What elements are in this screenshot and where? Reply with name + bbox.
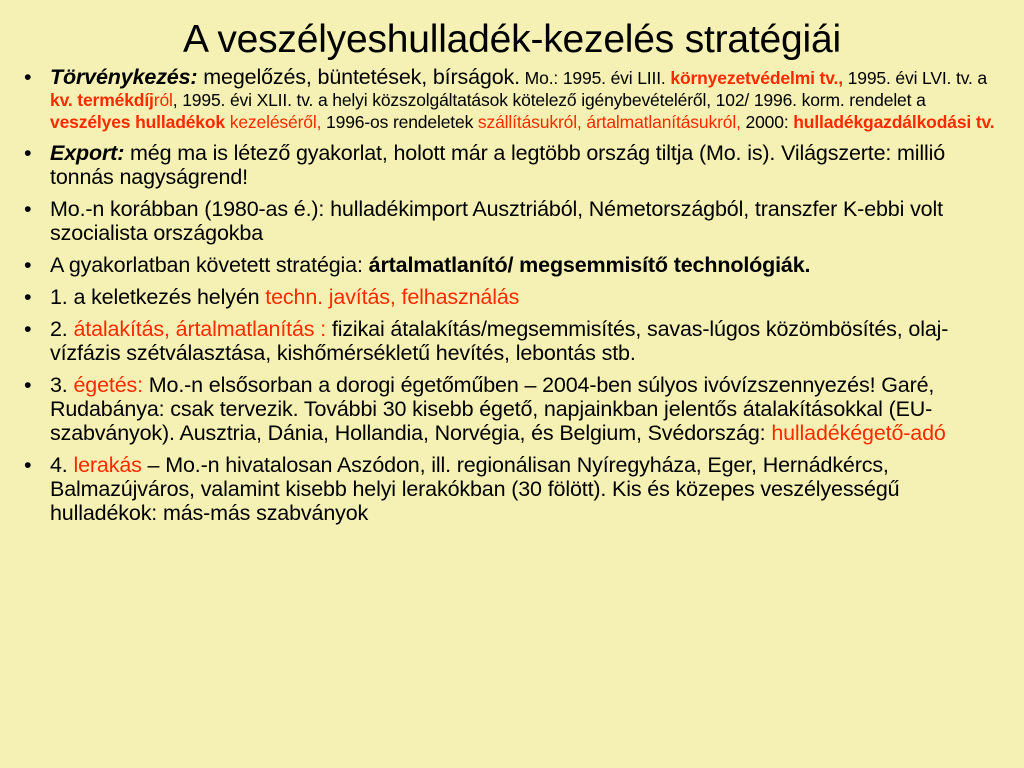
bullet-icon: • xyxy=(24,141,32,165)
bullet-icon: • xyxy=(24,197,32,221)
bullet-text: Mo.-n korábban (1980-as é.): hulladékimport Ausztriából, Németországból, transzfer K-ebbi volt szocialista országokba xyxy=(50,197,943,245)
bullet-text: fizikai átalakítás/megsemmisítés, savas-lúgos közömbösítés, olaj-vízfázis szétválasztása, kishőmérsékletű hevítés, lebontás stb. xyxy=(50,317,949,365)
bullet-text: 3. xyxy=(50,373,74,397)
highlight-text: lerakás xyxy=(73,453,142,477)
bullet-text: 4. xyxy=(50,453,74,477)
bullet-icon: • xyxy=(24,317,32,341)
bullet-export xyxy=(0,141,1006,189)
bullet-icon: • xyxy=(24,285,32,309)
bold-text: ártalmatlanító/ megsemmisítő technológiák. xyxy=(368,253,811,277)
bullet-icon: • xyxy=(24,253,32,277)
highlight-text: környezetvédelmi tv., xyxy=(670,68,843,88)
bullet-import xyxy=(0,197,1006,245)
bullet-icon: • xyxy=(24,453,32,477)
slide-title: A veszélyeshulladék-kezelés stratégiái xyxy=(183,18,841,61)
highlight-text: hulladékgazdálkodási tv. xyxy=(793,112,995,132)
highlight-text: ról xyxy=(153,90,173,110)
bullet-legislation xyxy=(0,66,1006,133)
bullet-icon: • xyxy=(24,373,32,397)
highlight-text: kv. termékdíj xyxy=(50,90,154,110)
bullet-step-4 xyxy=(0,453,1006,525)
highlight-text: kezeléséről, xyxy=(225,112,322,132)
bullet-lead: Törvénykezés: xyxy=(50,65,198,89)
highlight-text: techn. javítás, felhasználás xyxy=(265,285,520,309)
bullet-text: , 1995. évi XLII. tv. a helyi közszolgáltatások kötelező igénybevételéről, 102/ 1996. korm. rendelet a xyxy=(172,90,926,110)
highlight-text: veszélyes hulladékok xyxy=(50,112,226,132)
highlight-text: égetés: xyxy=(73,373,143,397)
bullet-lead: Export: xyxy=(50,141,125,165)
bullet-text: még ma is létező gyakorlat, holott már a legtöbb ország tiltja (Mo. is). Világszerte: millió tonnás nagyságrend! xyxy=(50,141,946,189)
bullet-step-2 xyxy=(0,317,1006,365)
bullet-text: megelőzés, büntetések, bírságok. xyxy=(197,65,520,89)
bullet-text: 1995. évi LVI. tv. a xyxy=(842,68,987,88)
bullet-icon: • xyxy=(24,65,32,89)
bullet-step-1 xyxy=(0,285,1006,309)
bullet-text: Mo.-n elsősorban a dorogi égetőműben – 2004-ben súlyos ivóvízszennyezés! Garé, Rudabánya: csak tervezik. További 30 kisebb égető, napjainkban jelentős átalakításokkal (EU-szabványok). Ausztria, Dánia, Hollandia, Norvégia, és Belgium, Svédország: xyxy=(50,373,935,445)
bullet-text: 1996-os rendeletek xyxy=(321,112,478,132)
bullet-strategy xyxy=(0,253,1006,277)
highlight-text: szállításukról, ártalmatlanításukról, xyxy=(477,112,741,132)
bullet-list xyxy=(0,66,1024,525)
highlight-text: hulladékégető-adó xyxy=(771,421,946,445)
bullet-text: A gyakorlatban követett stratégia: xyxy=(50,253,369,277)
bullet-text: 2000: xyxy=(740,112,794,132)
bullet-text: – Mo.-n hivatalosan Aszódon, ill. regionálisan Nyíregyháza, Eger, Hernádkércs, Balmazújváros, valamint kisebb helyi lerakókban (30 fölött). Kis és közepes veszélyességű hulladékok: más-más szabványok xyxy=(50,453,900,525)
highlight-text: átalakítás, ártalmatlanítás : xyxy=(73,317,327,341)
bullet-text: Mo.: 1995. évi LIII. xyxy=(519,68,671,88)
bullet-text: 1. a keletkezés helyén xyxy=(50,285,266,309)
bullet-text: 2. xyxy=(50,317,74,341)
bullet-step-3 xyxy=(0,373,1006,445)
